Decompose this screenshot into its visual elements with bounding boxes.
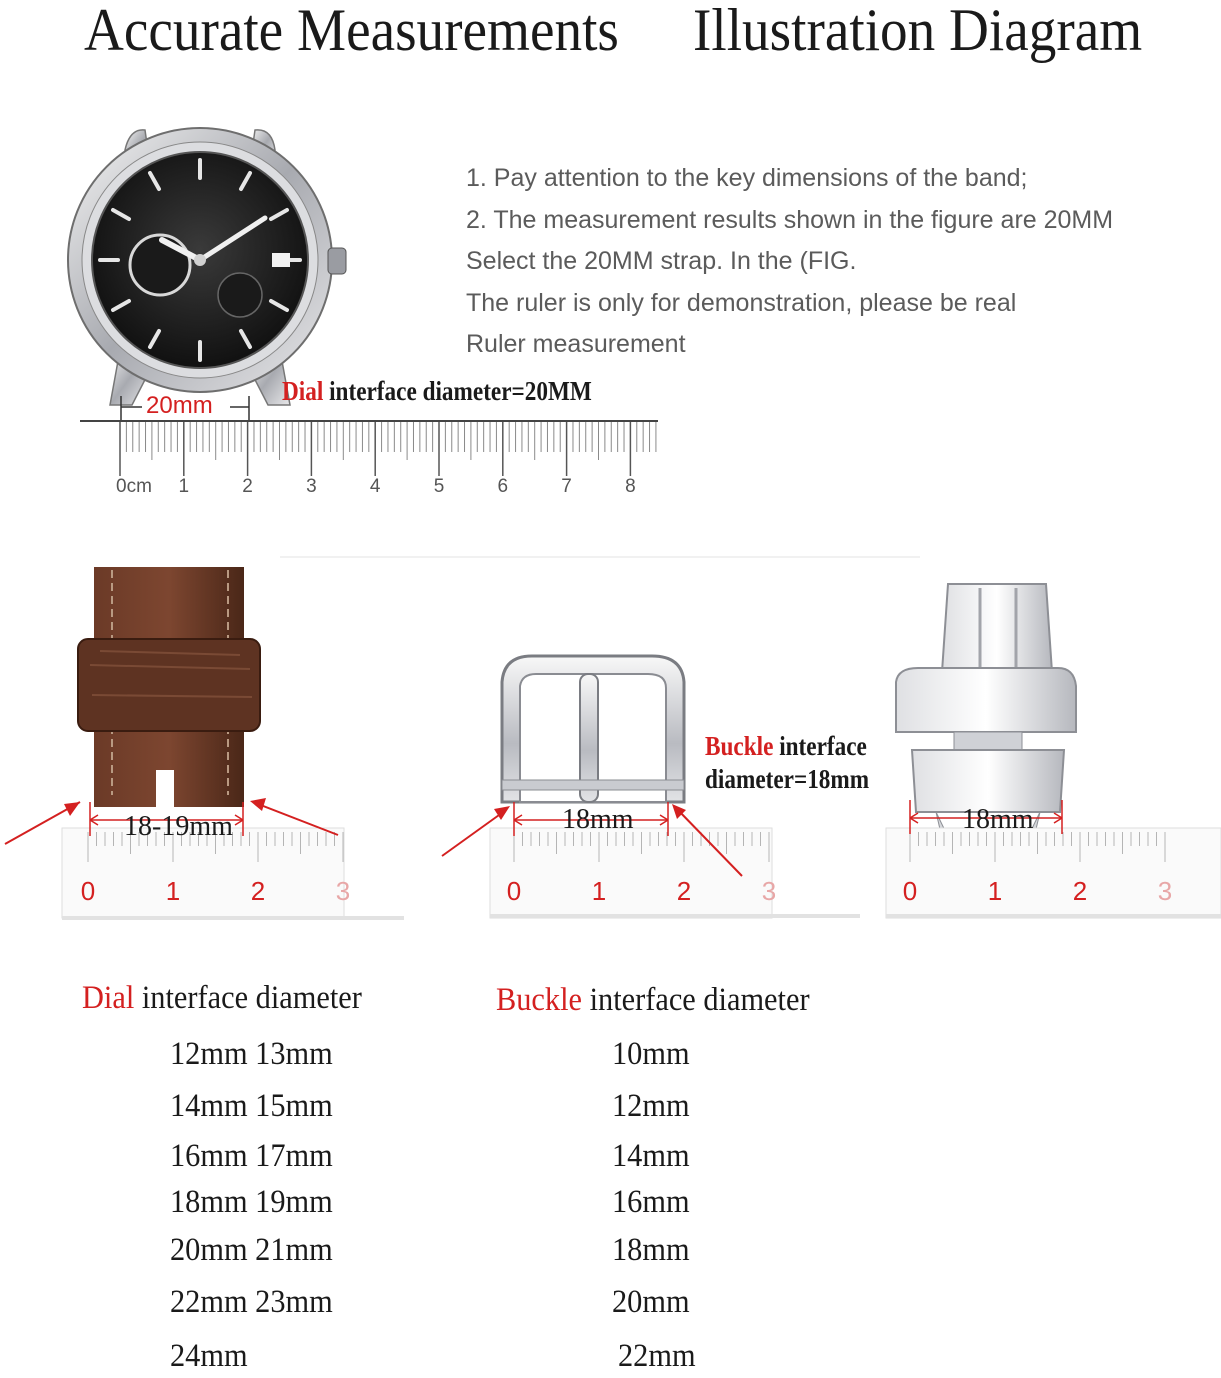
ruler-label: 1 (987, 876, 1003, 906)
dial-list-heading-rest: interface diameter (134, 980, 362, 1016)
main-ruler (80, 416, 665, 502)
deployant-measure-label: 18mm (962, 804, 1034, 835)
ruler-label: 1 (165, 876, 181, 906)
ruler-label: 5 (433, 476, 445, 497)
dial-size-row: 22mm 23mm (170, 1284, 333, 1320)
title-left: Accurate Measurements (84, 0, 619, 63)
ruler-label: 8 (625, 476, 636, 497)
dial-size-row: 16mm 17mm (170, 1138, 333, 1174)
note-line: The ruler is only for demonstration, please be real (466, 288, 1017, 317)
strap-measure-label: 18-19mm (124, 811, 233, 842)
dial-size-row: 12mm 13mm (170, 1036, 333, 1072)
dial-callout-rest: interface diameter=20MM (323, 376, 592, 406)
dial-callout (282, 376, 592, 407)
buckle-size-row: 16mm (612, 1184, 690, 1220)
watch-width-label: 20mm (146, 392, 213, 419)
ruler-label: 0 (506, 876, 522, 906)
deployant-measure (880, 780, 1221, 930)
ruler-label: 3 (761, 876, 777, 906)
note-line: 2. The measurement results shown in the figure are 20MM (466, 205, 1114, 234)
buckle-size-row: 10mm (612, 1036, 690, 1072)
dial-size-row: 14mm 15mm (170, 1088, 333, 1124)
buckle-size-row: 12mm (612, 1088, 690, 1124)
ruler-label: 3 (335, 876, 351, 906)
note-line: Select the 20MM strap. In the (FIG. (466, 247, 857, 275)
ruler-label: 2 (1072, 876, 1088, 906)
buckle-callout-rest: interface (773, 731, 867, 761)
buckle-size-row: 14mm (612, 1138, 690, 1174)
ruler-label: 2 (250, 876, 266, 906)
ruler-label: 0cm (116, 476, 152, 497)
buckle-list-heading (496, 982, 810, 1019)
watch-illustration (50, 120, 350, 420)
buckle-size-row: 20mm (612, 1284, 690, 1320)
note-line: Ruler measurement (466, 330, 686, 358)
ruler-label: 3 (306, 476, 317, 497)
buckle-callout (705, 730, 869, 796)
dial-list-heading (82, 980, 362, 1017)
ruler-label: 0 (902, 876, 918, 906)
title-right: Illustration Diagram (693, 0, 1143, 63)
dial-size-row: 18mm 19mm (170, 1184, 333, 1220)
ruler-label: 1 (591, 876, 607, 906)
ruler-label: 4 (369, 476, 381, 497)
buckle-callout-red: Buckle (705, 731, 774, 761)
pin-buckle-measure-label: 18mm (562, 804, 634, 835)
ruler-label: 0 (80, 876, 96, 906)
dial-list-heading-red: Dial (82, 980, 135, 1016)
buckle-size-row: 22mm (618, 1338, 696, 1374)
ruler-label: 2 (242, 476, 253, 497)
ruler-label: 1 (178, 476, 190, 497)
dial-callout-red: Dial (282, 376, 324, 406)
leather-strap-illustration (70, 565, 270, 815)
divider (280, 556, 920, 558)
pin-buckle-measure (430, 780, 880, 930)
buckle-size-row: 18mm (612, 1232, 690, 1268)
ruler-label: 6 (497, 476, 509, 497)
dial-size-row: 24mm (170, 1338, 248, 1374)
dial-size-row: 20mm 21mm (170, 1232, 333, 1268)
buckle-list-heading-red: Buckle (496, 982, 583, 1018)
buckle-callout-line2: diameter=18mm (705, 764, 870, 794)
buckle-list-heading-rest: interface diameter (582, 982, 810, 1018)
ruler-label: 2 (676, 876, 692, 906)
note-line: 1. Pay attention to the key dimensions of the band; (466, 164, 1028, 192)
strap-measure (0, 780, 420, 930)
ruler-label: 3 (1157, 876, 1173, 906)
ruler-label: 7 (561, 476, 572, 497)
instruction-notes (466, 158, 1113, 366)
